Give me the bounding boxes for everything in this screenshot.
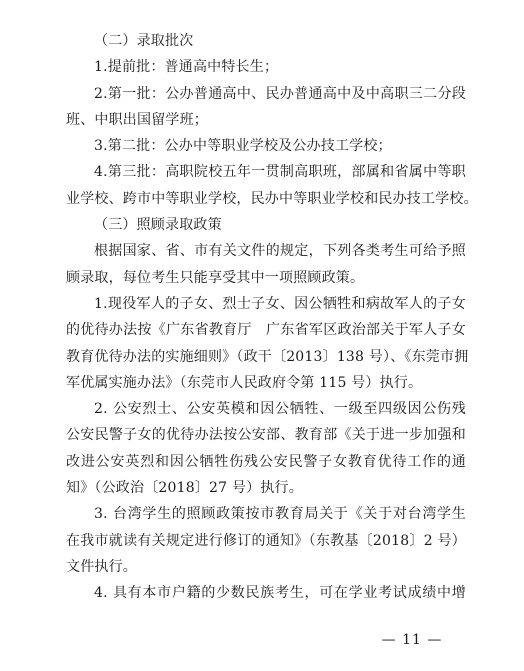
paragraph-line: 3.第二批：公办中等职业学校及公办技工学校； xyxy=(94,138,392,155)
section-heading-admission-batches: （二）录取批次 xyxy=(94,33,194,49)
paragraph-line: 顾录取，每位考生只能享受其中一项照顾政策。 xyxy=(66,269,365,286)
document-body xyxy=(66,28,478,607)
paragraph-line: 的优待办法按《广东省教育厅 广东省军区政治部关于军人子女 xyxy=(66,322,466,339)
paragraph-line: 知》（公政治〔2018〕27 号）执行。 xyxy=(66,480,303,497)
paragraph-line: 4. 具有本市户籍的少数民族考生，可在学业考试成绩中增 xyxy=(94,585,466,602)
paragraph-line: 班、中职出国留学班； xyxy=(66,111,208,128)
paragraph-line: 2. 公安烈士、公安英模和因公牺牲、一级至四级因公伤残 xyxy=(94,401,466,418)
paragraph-line: 在我市就读有关规定进行修订的通知》（东教基〔2018〕2 号） xyxy=(66,532,466,549)
paragraph-line: 2.第一批：公办普通高中、民办普通高中及中高职三二分段 xyxy=(94,85,466,102)
paragraph-line: 3. 台湾学生的照顾政策按市教育局关于《关于对台湾学生 xyxy=(94,506,466,523)
page-number-text: — 11 — xyxy=(381,632,443,648)
paragraph-line: 1.现役军人的子女、烈士子女、因公牺牲和病故军人的子女 xyxy=(94,295,466,312)
paragraph-line: 1.提前批：普通高中特长生； xyxy=(94,59,279,76)
paragraph-line: 教育优待办法的实施细则》（政干〔2013〕138 号）、《东莞市拥 xyxy=(66,348,469,365)
section-heading-care-policy: （三）照顾录取政策 xyxy=(94,217,222,234)
paragraph-line: 4.第三批：高职院校五年一贯制高职班，部属和省属中等职 xyxy=(94,164,466,181)
paragraph-line: 根据国家、省、市有关文件的规定，下列各类考生可给予照 xyxy=(94,243,466,260)
paragraph-line: 军优属实施办法》（东莞市人民政府令第 115 号）执行。 xyxy=(66,374,423,391)
paragraph-line: 改进公安英烈和因公牺牲伤残公安民警子女教育优待工作的通 xyxy=(66,453,466,470)
paragraph-line: 业学校、跨市中等职业学校，民办中等职业学校和民办技工学校。 xyxy=(66,190,478,207)
paragraph-line: 公安民警子女的优待办法按公安部、教育部《关于进一步加强和 xyxy=(66,427,466,444)
paragraph-line: 文件执行。 xyxy=(66,558,137,575)
page-number xyxy=(0,632,524,648)
